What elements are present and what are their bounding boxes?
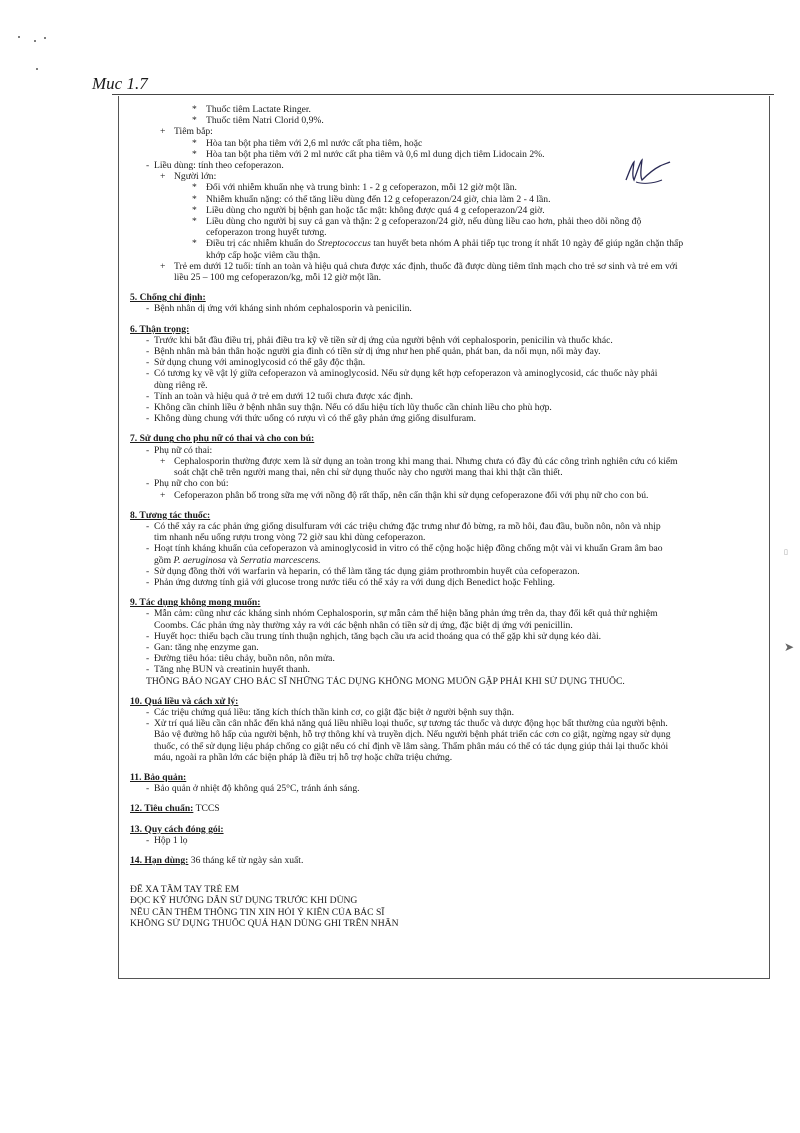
list-item: - Đường tiêu hóa: tiêu chảy, buồn nôn, nôn mửa. — [146, 653, 335, 665]
list-item-cont: máu, ngoài ra phần lớn các biện pháp là điều trị hỗ trợ hoặc chữa triệu chứng. — [154, 751, 453, 763]
list-item: - Hộp 1 lọ — [146, 834, 188, 846]
section-heading: 8. Tương tác thuốc: — [130, 509, 211, 521]
list-item-cont: soát chặt chẽ trên người mang thai, nên chỉ sử dụng thuốc này cho người mang thai khi thật cần thiết. — [174, 467, 563, 479]
plus-bullet-icon: + — [160, 455, 166, 467]
list-item: * Liều dùng cho người bị suy cả gan và thận: 2 g cefoperazon/24 giờ, nếu dùng liều cao hơn, phải theo dõi nồng độ — [192, 216, 642, 228]
list-item: + Cefoperazon phân bố trong sữa mẹ với nồng độ rất thấp, nên cẩn thận khi sử dụng cefoperazone đối với phụ nữ cho con bú. — [160, 489, 649, 501]
list-item: - Liều dùng: tính theo cefoperazon. — [146, 160, 284, 172]
list-item-cont: tim nhanh nếu uống rượu trong vòng 72 giờ sau khi dùng cefoperazon. — [154, 532, 426, 544]
footer-line: ĐỂ XA TẦM TAY TRẺ EM — [130, 884, 240, 896]
dash-bullet-icon: - — [146, 706, 150, 718]
list-item: - Bệnh nhân mà bản thân hoặc người gia đình có tiền sử dị ứng như hen phế quản, phát ban, da nổi mụn, nổi mày đay. — [146, 346, 601, 358]
dash-bullet-icon: - — [146, 718, 150, 730]
footer-line: KHÔNG SỬ DỤNG THUỐC QUÁ HẠN DÙNG GHI TRÊN NHÃN — [130, 917, 399, 929]
section-heading: 13. Quy cách đóng gói: — [130, 823, 224, 835]
margin-arrow: ➤ — [784, 640, 795, 654]
list-item-cont: thuốc, có thể sử dụng liệu pháp chống co giật nếu có chỉ định về lâm sàng. Thẩm phân máu có thể có tác dụng giúp thải lại thuốc khỏi — [154, 740, 669, 752]
dash-bullet-icon: - — [146, 160, 150, 172]
bullet-icon: * — [192, 238, 197, 250]
list-item: - Mẫn cảm: cũng như các kháng sinh nhóm Cephalosporin, sự mẫn cảm thể hiện bằng phản ứng trên da, thay đổi kết quả thử nghiệm — [146, 608, 658, 620]
scan-speck — [36, 68, 38, 70]
list-item: * Hòa tan bột pha tiêm với 2,6 ml nước cất pha tiêm, hoặc — [192, 137, 423, 149]
footer-warnings — [130, 884, 764, 929]
section-heading: 7. Sử dụng cho phụ nữ có thai và cho con bú: — [130, 433, 315, 445]
dash-bullet-icon: - — [146, 834, 150, 846]
list-item-cont: cefoperazon trong huyết tương. — [206, 227, 327, 239]
scan-speck — [44, 37, 46, 39]
list-item-cont: liều 25 – 100 mg cefoperazon/kg, mỗi 12 giờ một lần. — [174, 272, 382, 284]
bullet-icon: * — [192, 115, 197, 127]
list-item-cont: Coombs. Các phản ứng này thường xảy ra với các bệnh nhân có tiền sử dị ứng, đặc biệt dị ứng với penicillin. — [154, 619, 573, 631]
list-item: - Sử dụng chung với aminoglycosid có thể gây độc thận. — [146, 357, 366, 369]
list-item: - Không cần chỉnh liều ở bệnh nhân suy thận. Nếu có dấu hiệu tích lũy thuốc cần chỉnh liều cho phù hợp. — [146, 402, 552, 414]
list-item-cont: dùng riêng rẽ. — [154, 379, 208, 391]
scan-speck — [34, 40, 36, 42]
list-item: - Có thể xảy ra các phản ứng giống disulfuram với các triệu chứng đặc trưng như đỏ bừng, ra mồ hôi, đau đầu, buồn nôn, nôn và nhịp — [146, 520, 661, 532]
dash-bullet-icon: - — [146, 368, 150, 380]
list-item-cont: gồm P. aeruginosa và Serratia marcescens. — [154, 554, 321, 566]
bullet-icon: * — [192, 204, 197, 216]
section-heading: 5. Chống chỉ định: — [130, 292, 206, 304]
list-item: - Tăng nhẹ BUN và creatinin huyết thanh. — [146, 664, 310, 676]
margin-mark: ▯ — [784, 548, 788, 556]
dash-bullet-icon: - — [146, 664, 150, 676]
list-item: - Sử dụng đồng thời với warfarin và heparin, có thể làm tăng tác dụng giảm prothrombin huyết của cefoperazon. — [146, 565, 580, 577]
list-item-cont: Bảo vệ đường hô hấp của người bệnh, hỗ trợ thông khí và truyền dịch. Nếu người bệnh phát triển các cơn co giật, ngừng ngay sử dụng — [154, 729, 671, 741]
bullet-icon: * — [192, 193, 197, 205]
plus-bullet-icon: + — [160, 260, 166, 272]
list-item: - Không dùng chung với thức uống có rượu vì có thể gây phản ứng giống disulfuram. — [146, 413, 477, 425]
list-item: + Cephalosporin thường được xem là sử dụng an toàn trong khi mang thai. Nhưng chưa có đầy đủ các công trình nghiên cứu có kiểm — [160, 455, 678, 467]
footer-line: ĐỌC KỸ HƯỚNG DẪN SỬ DỤNG TRƯỚC KHI DÙNG — [130, 895, 358, 907]
section-heading: 12. Tiêu chuẩn: TCCS — [130, 803, 220, 815]
dash-bullet-icon: - — [146, 478, 150, 490]
list-item: * Nhiễm khuẩn nặng: có thể tăng liều dùng đến 12 g cefoperazon/24 giờ, chia làm 2 - 4 lần. — [192, 193, 551, 205]
list-item: * Đối với nhiễm khuẩn nhẹ và trung bình: 1 - 2 g cefoperazon, mỗi 12 giờ một lần. — [192, 182, 517, 194]
footer-line: NẾU CẦN THÊM THÔNG TIN XIN HỎI Ý KIẾN CỦA BÁC SĨ — [130, 906, 385, 918]
plus-bullet-icon: + — [160, 126, 166, 138]
warning-line: THÔNG BÁO NGAY CHO BÁC SĨ NHỮNG TÁC DỤNG KHÔNG MONG MUỐN GẶP PHẢI KHI SỬ DỤNG THUỐC. — [146, 675, 625, 687]
dash-bullet-icon: - — [146, 520, 150, 532]
list-item: * Thuốc tiêm Natri Clorid 0,9%. — [192, 115, 324, 127]
list-item: - Các triệu chứng quá liều: tăng kích thích thần kinh cơ, co giật đặc biệt ở người bệnh suy thận. — [146, 706, 514, 718]
list-item: * Liều dùng cho người bị bệnh gan hoặc tắc mật: không được quá 4 g cefoperazon/24 giờ. — [192, 204, 545, 216]
list-item-cont: khớp cấp hoặc viêm cầu thận. — [206, 249, 321, 261]
bullet-icon: * — [192, 104, 197, 115]
scan-speck — [18, 36, 20, 38]
bullet-icon: * — [192, 216, 197, 228]
list-item: - Hoạt tính kháng khuẩn của cefoperazon và aminoglycosid in vitro có thể cộng hoặc hiệp đồng chống một vài vi khuẩn Gram âm bao — [146, 543, 663, 555]
dash-bullet-icon: - — [146, 303, 150, 315]
dash-bullet-icon: - — [146, 334, 150, 346]
dash-bullet-icon: - — [146, 783, 150, 795]
section-heading: 10. Quá liều và cách xử lý: — [130, 695, 239, 707]
dash-bullet-icon: - — [146, 413, 150, 425]
dash-bullet-icon: - — [146, 444, 150, 456]
list-item: + Người lớn: — [160, 171, 217, 183]
list-item: - Xử trí quá liều cần cân nhắc đến khả năng quá liều nhiều loại thuốc, sự tương tác thuốc và dược động học bất thường của người bệnh. — [146, 718, 668, 730]
section-heading: 6. Thận trọng: — [130, 323, 190, 335]
list-item: + Tiêm bắp: — [160, 126, 213, 138]
list-item: * Điều trị các nhiễm khuẩn do Streptococcus tan huyết beta nhóm A phải tiếp tục trong ít nhất 10 ngày để giúp ngăn chặn thấp — [192, 238, 684, 250]
plus-bullet-icon: + — [160, 489, 166, 501]
dash-bullet-icon: - — [146, 630, 150, 642]
list-item: - Trước khi bắt đầu điều trị, phải điều tra kỹ về tiền sử dị ứng của người bệnh với cephalosporin, penicilin và thuốc khác. — [146, 334, 613, 346]
dash-bullet-icon: - — [146, 565, 150, 577]
list-item: - Gan: tăng nhẹ enzyme gan. — [146, 641, 259, 653]
plus-bullet-icon: + — [160, 171, 166, 183]
list-item: - Bảo quản ở nhiệt độ không quá 25°C, tránh ánh sáng. — [146, 783, 360, 795]
section-heading: 9. Tác dụng không mong muốn: — [130, 597, 261, 609]
bullet-icon: * — [192, 148, 197, 160]
dash-bullet-icon: - — [146, 357, 150, 369]
page-header: Muc 1.7 — [92, 74, 148, 93]
list-item: - Tính an toàn và hiệu quả ở trẻ em dưới 12 tuổi chưa được xác định. — [146, 390, 413, 402]
dash-bullet-icon: - — [146, 653, 150, 665]
dash-bullet-icon: - — [146, 346, 150, 358]
list-item: - Phản ứng dương tính giả với glucose trong nước tiểu có thể xảy ra với dung dịch Benedict hoặc Fehling. — [146, 576, 555, 588]
list-item: + Trẻ em dưới 12 tuổi: tính an toàn và hiệu quả chưa được xác định, thuốc đã được dùng tiêm tĩnh mạch cho trẻ sơ sinh và trẻ em với — [160, 260, 678, 272]
section-heading: 14. Hạn dùng: 36 tháng kể từ ngày sản xuất. — [130, 854, 304, 866]
section-heading: 11. Bảo quản: — [130, 771, 187, 783]
dash-bullet-icon: - — [146, 576, 150, 588]
bullet-icon: * — [192, 137, 197, 149]
dash-bullet-icon: - — [146, 543, 150, 555]
dash-bullet-icon: - — [146, 641, 150, 653]
dash-bullet-icon: - — [146, 390, 150, 402]
list-item: - Phụ nữ có thai: — [146, 444, 213, 456]
list-item: * Thuốc tiêm Lactate Ringer. — [192, 104, 311, 115]
document-body — [130, 104, 764, 929]
bullet-icon: * — [192, 182, 197, 194]
dash-bullet-icon: - — [146, 402, 150, 414]
dash-bullet-icon: - — [146, 608, 150, 620]
list-item: * Hòa tan bột pha tiêm với 2 ml nước cất pha tiêm và 0,6 ml dung dịch tiêm Lidocain 2%. — [192, 148, 545, 160]
header-rule — [112, 94, 774, 95]
list-item: - Có tương kỵ về vật lý giữa cefoperazon và aminoglycosid. Nếu sử dụng kết hợp cefoperazon và aminoglycosid, các thuốc này phải — [146, 368, 658, 380]
list-item: - Huyết học: thiếu bạch cầu trung tính thuận nghịch, tăng bạch cầu ưa acid thoáng qua có thể gặp khi sử dụng kéo dài. — [146, 630, 602, 642]
list-item: - Bệnh nhân dị ứng với kháng sinh nhóm cephalosporin và penicilin. — [146, 303, 412, 315]
list-item: - Phụ nữ cho con bú: — [146, 478, 229, 490]
